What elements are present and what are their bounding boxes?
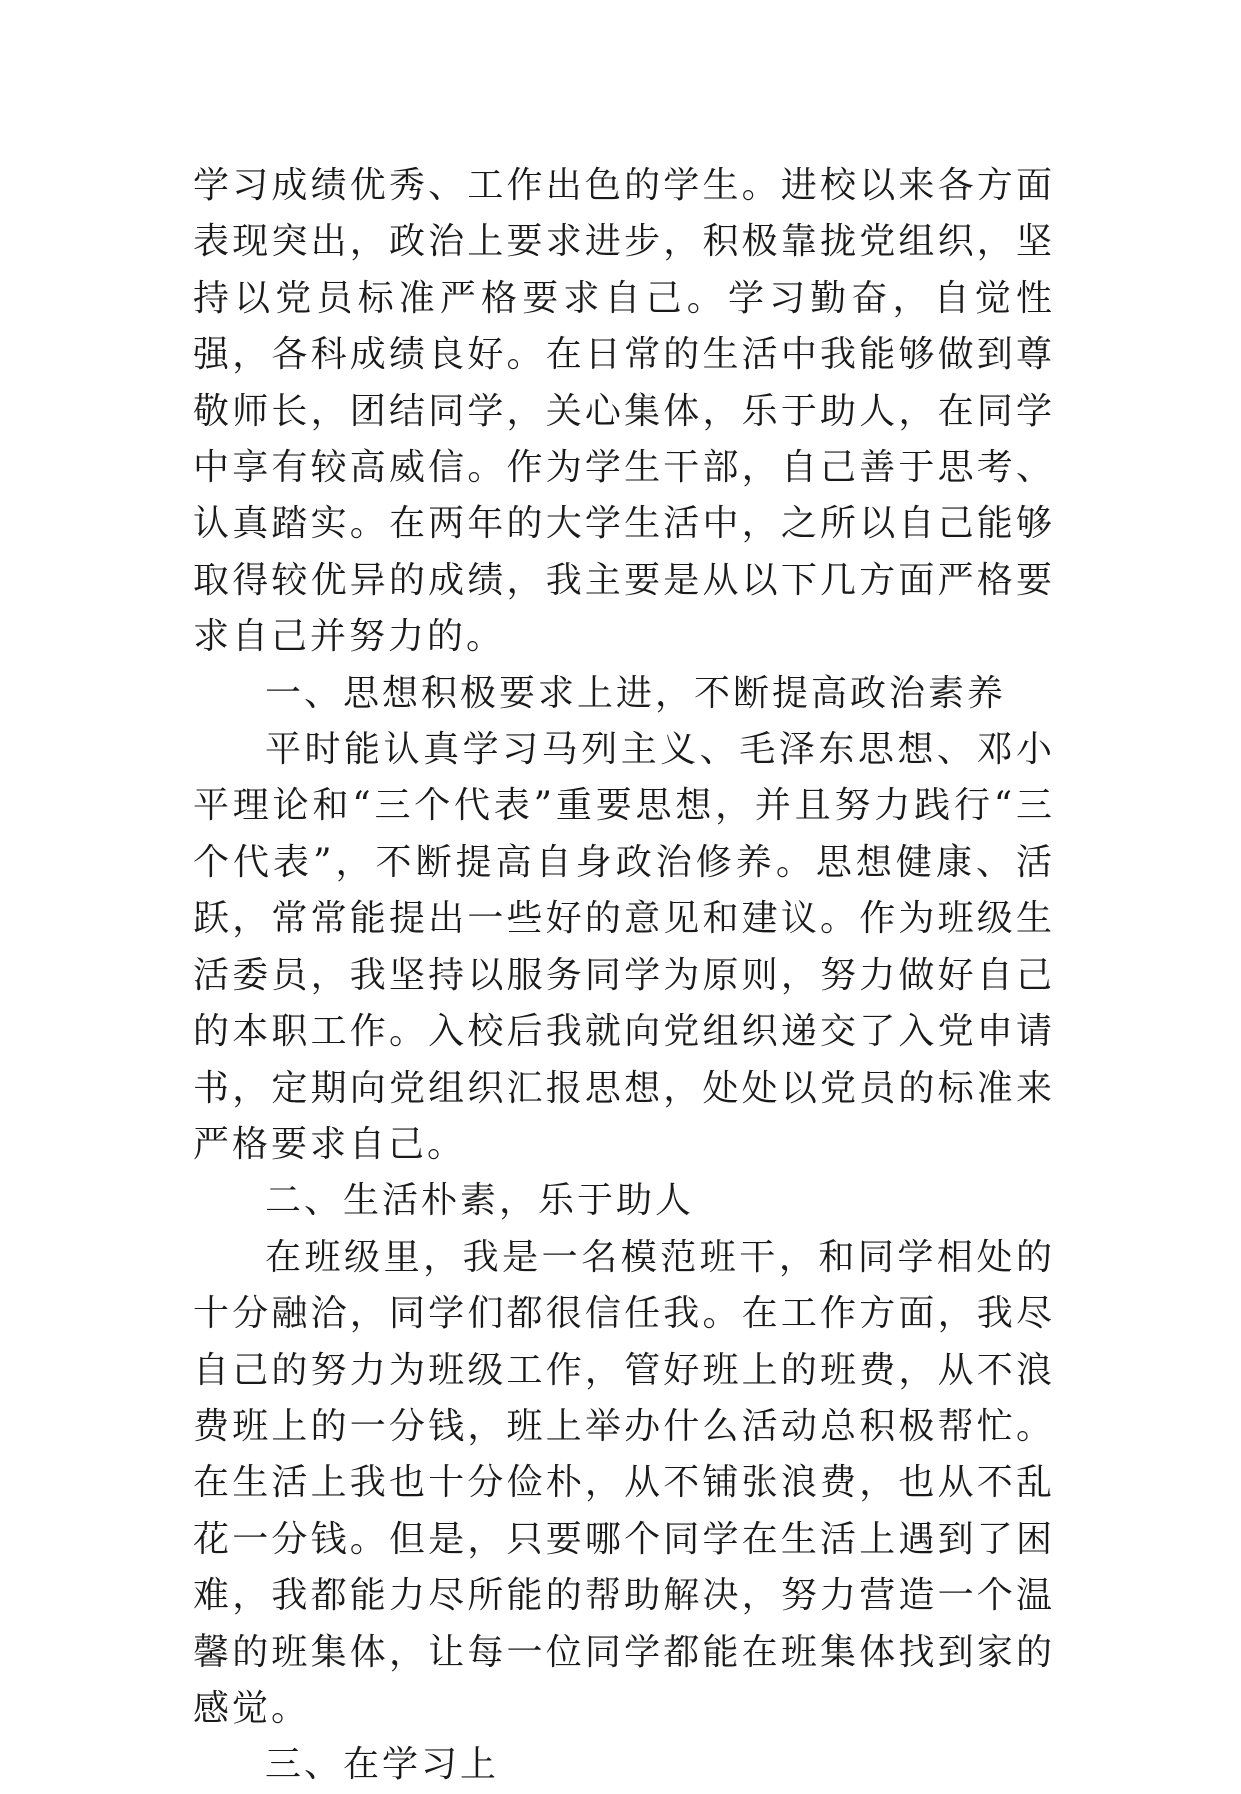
paragraph-section-1: 平时能认真学习马列主义、毛泽东思想、邓小平理论和“三个代表”重要思想，并且努力践行“三个代表”，不断提高自身政治修养。思想健康、活跃，常常能提出一些好的意见和建议。作为班级生活委员，我坚持以服务同学为原则，努力做好自己的本职工作。入校后我就向党组织递交了入党申请书，定期向党组织汇报思想，处处以党员的标准来严格要求自己。 <box>193 729 1055 1165</box>
heading-section-2: 二、生活朴素，乐于助人 <box>265 1180 695 1222</box>
document-body <box>193 158 1055 1794</box>
paragraph-section-2: 在班级里，我是一名模范班干，和同学相处的十分融洽，同学们都很信任我。在工作方面，我尽自己的努力为班级工作，管好班上的班费，从不浪费班上的一分钱，班上举办什么活动总积极帮忙。在生活上我也十分俭朴，从不铺张浪费，也从不乱花一分钱。但是，只要哪个同学在生活上遇到了困难，我都能力尽所能的帮助解决，努力营造一个温馨的班集体，让每一位同学都能在班集体找到家的感觉。 <box>193 1236 1055 1729</box>
heading-section-3: 三、在学习上 <box>265 1744 500 1786</box>
paragraph-intro: 学习成绩优秀、工作出色的学生。进校以来各方面表现突出，政治上要求进步，积极靠拢党组织，坚持以党员标准严格要求自己。学习勤奋，自觉性强，各科成绩良好。在日常的生活中我能够做到尊敬师长，团结同学，关心集体，乐于助人，在同学中享有较高威信。作为学生干部，自己善于思考、认真踏实。在两年的大学生活中，之所以自己能够取得较优异的成绩，我主要是从以下几方面严格要求自己并努力的。 <box>193 165 1055 658</box>
heading-section-1: 一、思想积极要求上进，不断提高政治素养 <box>265 672 1007 714</box>
